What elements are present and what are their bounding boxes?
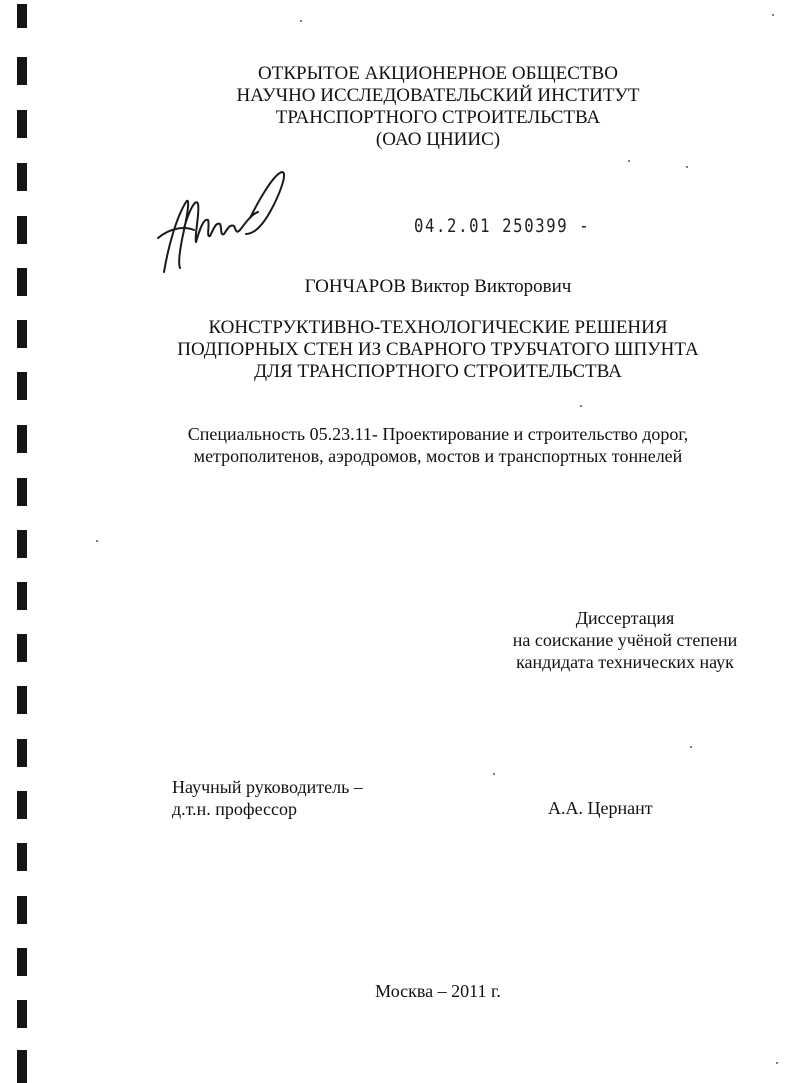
- binding-mark: [17, 634, 27, 662]
- degree-statement: [500, 607, 750, 673]
- organization-line: НАУЧНО ИССЛЕДОВАТЕЛЬСКИЙ ИНСТИТУТ: [236, 85, 640, 106]
- specialty-line: Специальность 05.23.11- Проектирование и строительство дорог,: [187, 424, 689, 444]
- binding-mark: [17, 478, 27, 506]
- author-name: ГОНЧАРОВ Виктор Викторович: [304, 276, 572, 297]
- handwritten-signature: [150, 168, 290, 278]
- organization-line: (ОАО ЦНИИС): [375, 129, 501, 150]
- scan-speck: [628, 160, 630, 162]
- registration-number: 04.2.01 250399 -: [414, 215, 591, 237]
- supervisor-role-line: д.т.н. профессор: [172, 799, 298, 819]
- organization-header: [0, 63, 794, 151]
- supervisor-name: А.А. Цернант: [548, 798, 653, 818]
- binding-mark: [17, 896, 27, 924]
- binding-mark: [17, 1000, 27, 1028]
- specialty: [0, 423, 794, 467]
- organization-line: ТРАНСПОРТНОГО СТРОИТЕЛЬСТВА: [275, 107, 601, 128]
- degree-line: кандидата технических наук: [516, 652, 734, 672]
- binding-mark: [17, 686, 27, 714]
- supervisor-role: [172, 776, 363, 820]
- binding-mark: [17, 582, 27, 610]
- scan-speck: [493, 773, 495, 775]
- binding-mark: [17, 216, 27, 244]
- degree-line: Диссертация: [575, 608, 675, 628]
- binding-mark: [17, 843, 27, 871]
- binding-mark: [17, 739, 27, 767]
- scan-speck: [690, 746, 692, 748]
- binding-mark: [17, 163, 27, 191]
- binding-mark: [17, 1050, 27, 1083]
- scan-speck: [96, 540, 98, 542]
- title-line: КОНСТРУКТИВНО-ТЕХНОЛОГИЧЕСКИЕ РЕШЕНИЯ: [208, 317, 668, 338]
- scan-speck: [772, 14, 774, 16]
- binding-mark: [17, 530, 27, 558]
- title-line: ДЛЯ ТРАНСПОРТНОГО СТРОИТЕЛЬСТВА: [254, 361, 622, 382]
- title-line: ПОДПОРНЫХ СТЕН ИЗ СВАРНОГО ТРУБЧАТОГО ШПУНТА: [177, 339, 699, 360]
- organization-line: ОТКРЫТОЕ АКЦИОНЕРНОЕ ОБЩЕСТВО: [258, 63, 618, 84]
- degree-line: на соискание учёной степени: [512, 630, 738, 650]
- scan-speck: [776, 1062, 778, 1064]
- scan-speck: [300, 20, 302, 22]
- scan-speck: [686, 166, 688, 168]
- scan-speck: [580, 405, 582, 407]
- supervisor-role-line: Научный руководитель –: [172, 777, 363, 797]
- binding-mark: [17, 791, 27, 819]
- dissertation-title: [0, 317, 794, 383]
- binding-mark: [17, 948, 27, 976]
- specialty-line: метрополитенов, аэродромов, мостов и транспортных тоннелей: [193, 446, 683, 466]
- binding-mark: [17, 4, 27, 28]
- place-year: Москва – 2011 г.: [375, 981, 501, 1001]
